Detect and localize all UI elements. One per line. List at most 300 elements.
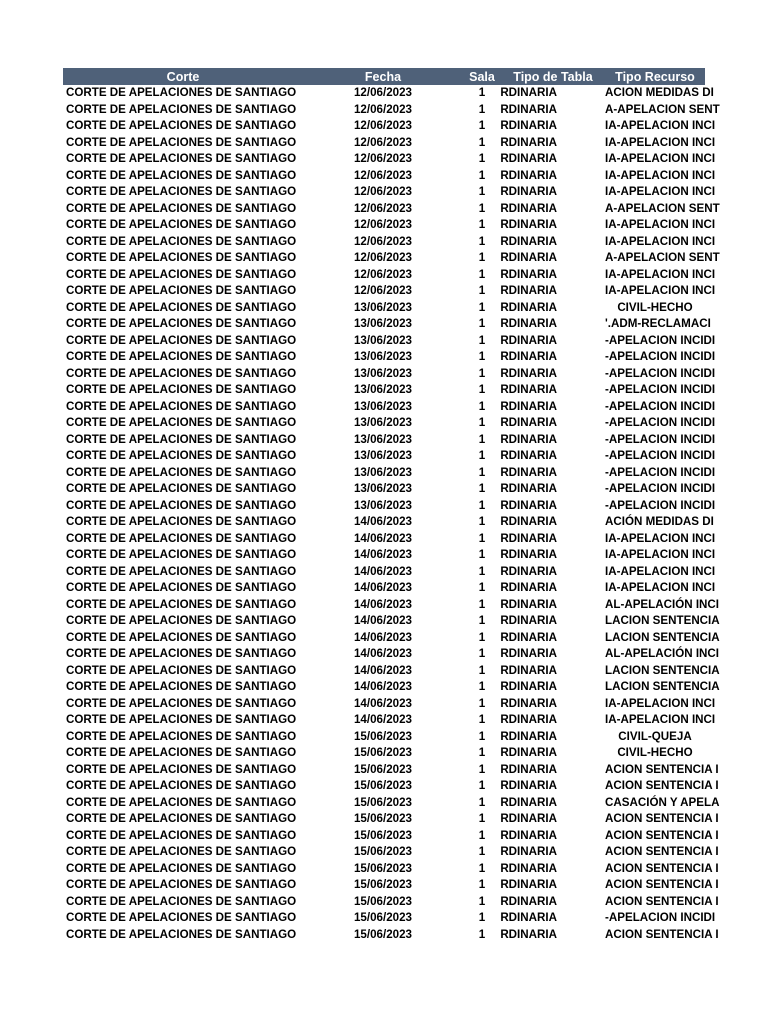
cell-tipo-recurso[interactable] [605, 927, 719, 944]
cell-tipo-recurso[interactable] [605, 135, 716, 152]
cell-tipo-recurso[interactable] [605, 877, 719, 894]
cell-corte[interactable]: CORTE DE APELACIONES DE SANTIAGO [66, 597, 297, 611]
cell-fecha[interactable]: 13/06/2023 [353, 317, 413, 330]
cell-corte[interactable]: CORTE DE APELACIONES DE SANTIAGO [66, 515, 297, 528]
cell-fecha[interactable]: 14/06/2023 [353, 597, 413, 611]
cell-tipo-tabla[interactable] [501, 861, 605, 878]
cell-tipo-tabla[interactable] [501, 531, 605, 548]
cell-fecha[interactable]: 15/06/2023 [353, 729, 413, 743]
cell-corte[interactable]: CORTE DE APELACIONES DE SANTIAGO [66, 168, 297, 182]
cell-tipo-tabla[interactable] [501, 432, 605, 449]
cell-sala[interactable]: 1 [478, 152, 486, 165]
cell-sala[interactable]: 1 [478, 300, 486, 314]
cell-tipo-recurso[interactable] [605, 382, 716, 399]
cell-sala[interactable]: 1 [478, 614, 486, 627]
cell-tipo-recurso[interactable] [605, 102, 720, 119]
table-row[interactable] [63, 267, 705, 284]
cell-tipo-tabla[interactable] [501, 283, 605, 300]
cell-sala[interactable]: 1 [478, 333, 486, 347]
cell-corte[interactable]: CORTE DE APELACIONES DE SANTIAGO [66, 713, 297, 726]
cell-tipo-recurso[interactable] [605, 547, 716, 564]
cell-tipo-tabla[interactable] [501, 102, 605, 119]
cell-fecha[interactable]: 14/06/2023 [353, 680, 413, 693]
cell-fecha[interactable]: 12/06/2023 [353, 284, 413, 297]
cell-tipo-recurso[interactable] [605, 448, 716, 465]
table-row[interactable] [63, 300, 705, 317]
cell-sala[interactable]: 1 [478, 845, 486, 858]
table-row[interactable] [63, 729, 705, 746]
cell-sala[interactable]: 1 [478, 696, 486, 710]
table-row[interactable] [63, 597, 705, 614]
cell-tipo-recurso[interactable] [605, 333, 716, 350]
cell-tipo-tabla[interactable] [501, 415, 605, 432]
cell-tipo-tabla[interactable] [501, 762, 605, 779]
cell-tipo-recurso[interactable] [605, 729, 705, 746]
cell-sala[interactable]: 1 [478, 168, 486, 182]
cell-tipo-tabla[interactable] [501, 366, 605, 383]
table-row[interactable] [63, 118, 705, 135]
cell-sala[interactable]: 1 [478, 350, 486, 363]
cell-sala[interactable]: 1 [478, 812, 486, 825]
table-row[interactable] [63, 696, 705, 713]
cell-sala[interactable]: 1 [478, 663, 486, 677]
table-row[interactable] [63, 877, 705, 894]
table-row[interactable] [63, 465, 705, 482]
cell-corte[interactable]: CORTE DE APELACIONES DE SANTIAGO [66, 119, 297, 132]
cell-corte[interactable]: CORTE DE APELACIONES DE SANTIAGO [66, 432, 297, 446]
cell-corte[interactable]: CORTE DE APELACIONES DE SANTIAGO [66, 218, 297, 231]
cell-corte[interactable]: CORTE DE APELACIONES DE SANTIAGO [66, 548, 297, 561]
cell-tipo-recurso[interactable] [605, 300, 705, 317]
header-tipo-tabla[interactable]: Tipo de Tabla [501, 68, 605, 85]
cell-corte[interactable]: CORTE DE APELACIONES DE SANTIAGO [66, 911, 297, 924]
cell-tipo-tabla[interactable] [501, 151, 605, 168]
cell-tipo-recurso[interactable] [605, 399, 716, 416]
cell-sala[interactable]: 1 [478, 498, 486, 512]
cell-corte[interactable]: CORTE DE APELACIONES DE SANTIAGO [66, 746, 297, 759]
cell-tipo-tabla[interactable] [501, 250, 605, 267]
cell-tipo-tabla[interactable] [501, 300, 605, 317]
cell-fecha[interactable]: 13/06/2023 [353, 383, 413, 396]
cell-corte[interactable]: CORTE DE APELACIONES DE SANTIAGO [66, 894, 297, 908]
cell-fecha[interactable]: 12/06/2023 [353, 218, 413, 231]
cell-fecha[interactable]: 15/06/2023 [353, 911, 413, 924]
cell-fecha[interactable]: 14/06/2023 [353, 696, 413, 710]
cell-tipo-tabla[interactable] [501, 399, 605, 416]
cell-tipo-tabla[interactable] [501, 679, 605, 696]
cell-fecha[interactable]: 13/06/2023 [353, 399, 413, 413]
header-sala[interactable]: Sala [463, 68, 501, 85]
table-row[interactable] [63, 910, 705, 927]
cell-tipo-tabla[interactable] [501, 811, 605, 828]
cell-corte[interactable]: CORTE DE APELACIONES DE SANTIAGO [66, 581, 297, 594]
cell-sala[interactable]: 1 [478, 383, 486, 396]
table-row[interactable] [63, 498, 705, 515]
cell-tipo-tabla[interactable] [501, 547, 605, 564]
table-row[interactable] [63, 85, 705, 102]
cell-fecha[interactable]: 14/06/2023 [353, 663, 413, 677]
cell-tipo-tabla[interactable] [501, 498, 605, 515]
table-row[interactable] [63, 745, 705, 762]
cell-tipo-recurso[interactable] [605, 828, 719, 845]
cell-tipo-recurso[interactable] [605, 415, 716, 432]
cell-sala[interactable]: 1 [478, 86, 486, 99]
cell-sala[interactable]: 1 [478, 317, 486, 330]
cell-fecha[interactable]: 13/06/2023 [353, 498, 413, 512]
cell-tipo-tabla[interactable] [501, 333, 605, 350]
table-row[interactable] [63, 366, 705, 383]
table-row[interactable] [63, 630, 705, 647]
cell-fecha[interactable]: 12/06/2023 [353, 267, 413, 281]
cell-fecha[interactable]: 15/06/2023 [353, 795, 413, 809]
cell-tipo-recurso[interactable] [605, 613, 720, 630]
cell-sala[interactable]: 1 [478, 713, 486, 726]
cell-corte[interactable]: CORTE DE APELACIONES DE SANTIAGO [66, 449, 297, 462]
cell-tipo-tabla[interactable] [501, 729, 605, 746]
cell-tipo-tabla[interactable] [501, 267, 605, 284]
cell-corte[interactable]: CORTE DE APELACIONES DE SANTIAGO [66, 564, 297, 578]
cell-fecha[interactable]: 12/06/2023 [353, 119, 413, 132]
cell-sala[interactable]: 1 [478, 927, 486, 941]
cell-fecha[interactable]: 14/06/2023 [353, 531, 413, 545]
cell-tipo-recurso[interactable] [605, 795, 720, 812]
cell-corte[interactable]: CORTE DE APELACIONES DE SANTIAGO [66, 383, 297, 396]
cell-tipo-tabla[interactable] [501, 217, 605, 234]
table-row[interactable] [63, 151, 705, 168]
cell-tipo-tabla[interactable] [501, 828, 605, 845]
cell-sala[interactable]: 1 [478, 366, 486, 380]
table-row[interactable] [63, 547, 705, 564]
table-row[interactable] [63, 580, 705, 597]
cell-tipo-recurso[interactable] [605, 844, 719, 861]
cell-sala[interactable]: 1 [478, 399, 486, 413]
cell-fecha[interactable]: 15/06/2023 [353, 746, 413, 759]
cell-sala[interactable]: 1 [478, 531, 486, 545]
cell-fecha[interactable]: 13/06/2023 [353, 366, 413, 380]
cell-fecha[interactable]: 13/06/2023 [353, 449, 413, 462]
cell-corte[interactable]: CORTE DE APELACIONES DE SANTIAGO [66, 927, 297, 941]
cell-corte[interactable]: CORTE DE APELACIONES DE SANTIAGO [66, 284, 297, 297]
cell-corte[interactable]: CORTE DE APELACIONES DE SANTIAGO [66, 696, 297, 710]
cell-fecha[interactable]: 12/06/2023 [353, 201, 413, 215]
cell-corte[interactable]: CORTE DE APELACIONES DE SANTIAGO [66, 482, 297, 495]
cell-fecha[interactable]: 15/06/2023 [353, 828, 413, 842]
cell-corte[interactable]: CORTE DE APELACIONES DE SANTIAGO [66, 102, 297, 116]
cell-fecha[interactable]: 12/06/2023 [353, 185, 413, 198]
table-row[interactable] [63, 795, 705, 812]
cell-tipo-tabla[interactable] [501, 118, 605, 135]
cell-sala[interactable]: 1 [478, 465, 486, 479]
cell-tipo-tabla[interactable] [501, 663, 605, 680]
cell-sala[interactable]: 1 [478, 861, 486, 875]
cell-fecha[interactable]: 15/06/2023 [353, 812, 413, 825]
cell-tipo-recurso[interactable] [605, 118, 716, 135]
cell-fecha[interactable]: 13/06/2023 [353, 432, 413, 446]
cell-corte[interactable]: CORTE DE APELACIONES DE SANTIAGO [66, 300, 297, 314]
cell-fecha[interactable]: 12/06/2023 [353, 102, 413, 116]
cell-sala[interactable]: 1 [478, 251, 486, 264]
cell-fecha[interactable]: 15/06/2023 [353, 861, 413, 875]
cell-fecha[interactable]: 12/06/2023 [353, 152, 413, 165]
cell-corte[interactable]: CORTE DE APELACIONES DE SANTIAGO [66, 333, 297, 347]
cell-sala[interactable]: 1 [478, 201, 486, 215]
cell-sala[interactable]: 1 [478, 630, 486, 644]
cell-tipo-tabla[interactable] [501, 877, 605, 894]
cell-tipo-tabla[interactable] [501, 795, 605, 812]
table-row[interactable] [63, 135, 705, 152]
table-row[interactable] [63, 415, 705, 432]
cell-sala[interactable]: 1 [478, 878, 486, 891]
header-fecha[interactable]: Fecha [303, 68, 463, 85]
cell-sala[interactable]: 1 [478, 548, 486, 561]
cell-sala[interactable]: 1 [478, 218, 486, 231]
table-row[interactable] [63, 514, 705, 531]
table-row[interactable] [63, 432, 705, 449]
cell-sala[interactable]: 1 [478, 729, 486, 743]
cell-corte[interactable]: CORTE DE APELACIONES DE SANTIAGO [66, 630, 297, 644]
cell-sala[interactable]: 1 [478, 680, 486, 693]
cell-tipo-tabla[interactable] [501, 465, 605, 482]
cell-sala[interactable]: 1 [478, 911, 486, 924]
table-row[interactable] [63, 679, 705, 696]
cell-sala[interactable]: 1 [478, 746, 486, 759]
table-row[interactable] [63, 481, 705, 498]
cell-tipo-tabla[interactable] [501, 135, 605, 152]
cell-fecha[interactable]: 14/06/2023 [353, 713, 413, 726]
table-row[interactable] [63, 448, 705, 465]
cell-corte[interactable]: CORTE DE APELACIONES DE SANTIAGO [66, 531, 297, 545]
cell-tipo-recurso[interactable] [605, 630, 720, 647]
header-corte[interactable]: Corte [63, 68, 303, 85]
cell-sala[interactable]: 1 [478, 119, 486, 132]
cell-corte[interactable]: CORTE DE APELACIONES DE SANTIAGO [66, 498, 297, 512]
cell-sala[interactable]: 1 [478, 779, 486, 792]
cell-corte[interactable]: CORTE DE APELACIONES DE SANTIAGO [66, 152, 297, 165]
cell-sala[interactable]: 1 [478, 482, 486, 495]
table-row[interactable] [63, 201, 705, 218]
cell-tipo-recurso[interactable] [605, 861, 719, 878]
cell-corte[interactable]: CORTE DE APELACIONES DE SANTIAGO [66, 762, 297, 776]
cell-tipo-tabla[interactable] [501, 712, 605, 729]
cell-tipo-tabla[interactable] [501, 201, 605, 218]
cell-tipo-recurso[interactable] [605, 465, 716, 482]
table-row[interactable] [63, 316, 705, 333]
cell-tipo-recurso[interactable] [605, 580, 716, 597]
cell-tipo-recurso[interactable] [605, 778, 719, 795]
table-row[interactable] [63, 102, 705, 119]
cell-tipo-tabla[interactable] [501, 613, 605, 630]
cell-tipo-recurso[interactable] [605, 168, 716, 185]
table-row[interactable] [63, 184, 705, 201]
cell-tipo-recurso[interactable] [605, 349, 716, 366]
cell-sala[interactable]: 1 [478, 102, 486, 116]
cell-corte[interactable]: CORTE DE APELACIONES DE SANTIAGO [66, 416, 297, 429]
cell-tipo-tabla[interactable] [501, 696, 605, 713]
cell-sala[interactable]: 1 [478, 647, 486, 660]
cell-fecha[interactable]: 14/06/2023 [353, 515, 413, 528]
cell-tipo-tabla[interactable] [501, 910, 605, 927]
cell-tipo-recurso[interactable] [605, 283, 716, 300]
cell-fecha[interactable]: 12/06/2023 [353, 251, 413, 264]
cell-tipo-tabla[interactable] [501, 745, 605, 762]
cell-tipo-recurso[interactable] [605, 366, 716, 383]
cell-sala[interactable]: 1 [478, 515, 486, 528]
cell-tipo-tabla[interactable] [501, 481, 605, 498]
cell-tipo-recurso[interactable] [605, 531, 716, 548]
cell-sala[interactable]: 1 [478, 234, 486, 248]
cell-corte[interactable]: CORTE DE APELACIONES DE SANTIAGO [66, 779, 297, 792]
cell-corte[interactable]: CORTE DE APELACIONES DE SANTIAGO [66, 861, 297, 875]
cell-tipo-recurso[interactable] [605, 894, 719, 911]
cell-corte[interactable]: CORTE DE APELACIONES DE SANTIAGO [66, 812, 297, 825]
cell-tipo-tabla[interactable] [501, 184, 605, 201]
table-row[interactable] [63, 663, 705, 680]
cell-tipo-tabla[interactable] [501, 234, 605, 251]
cell-fecha[interactable]: 15/06/2023 [353, 845, 413, 858]
cell-tipo-recurso[interactable] [605, 151, 716, 168]
table-row[interactable] [63, 168, 705, 185]
table-row[interactable] [63, 844, 705, 861]
cell-sala[interactable]: 1 [478, 581, 486, 594]
cell-corte[interactable]: CORTE DE APELACIONES DE SANTIAGO [66, 614, 297, 627]
cell-tipo-recurso[interactable] [605, 201, 720, 218]
cell-corte[interactable]: CORTE DE APELACIONES DE SANTIAGO [66, 185, 297, 198]
cell-fecha[interactable]: 13/06/2023 [353, 482, 413, 495]
cell-sala[interactable]: 1 [478, 597, 486, 611]
table-row[interactable] [63, 927, 705, 944]
cell-tipo-recurso[interactable] [605, 745, 705, 762]
cell-corte[interactable]: CORTE DE APELACIONES DE SANTIAGO [66, 317, 297, 330]
cell-tipo-recurso[interactable] [605, 481, 716, 498]
cell-corte[interactable]: CORTE DE APELACIONES DE SANTIAGO [66, 828, 297, 842]
table-row[interactable] [63, 613, 705, 630]
cell-sala[interactable]: 1 [478, 894, 486, 908]
cell-sala[interactable]: 1 [478, 267, 486, 281]
cell-tipo-tabla[interactable] [501, 894, 605, 911]
cell-sala[interactable]: 1 [478, 432, 486, 446]
cell-tipo-recurso[interactable] [605, 597, 720, 614]
cell-tipo-recurso[interactable] [605, 663, 720, 680]
cell-fecha[interactable]: 14/06/2023 [353, 581, 413, 594]
cell-tipo-recurso[interactable] [605, 696, 716, 713]
cell-fecha[interactable]: 12/06/2023 [353, 86, 413, 99]
table-row[interactable] [63, 894, 705, 911]
cell-tipo-tabla[interactable] [501, 597, 605, 614]
cell-fecha[interactable]: 14/06/2023 [353, 564, 413, 578]
cell-corte[interactable]: CORTE DE APELACIONES DE SANTIAGO [66, 845, 297, 858]
cell-tipo-recurso[interactable] [605, 85, 714, 102]
cell-corte[interactable]: CORTE DE APELACIONES DE SANTIAGO [66, 267, 297, 281]
cell-fecha[interactable]: 13/06/2023 [353, 416, 413, 429]
table-row[interactable] [63, 250, 705, 267]
cell-corte[interactable]: CORTE DE APELACIONES DE SANTIAGO [66, 795, 297, 809]
cell-corte[interactable]: CORTE DE APELACIONES DE SANTIAGO [66, 680, 297, 693]
cell-tipo-recurso[interactable] [605, 811, 719, 828]
cell-fecha[interactable]: 15/06/2023 [353, 762, 413, 776]
table-row[interactable] [63, 646, 705, 663]
cell-tipo-tabla[interactable] [501, 844, 605, 861]
cell-sala[interactable]: 1 [478, 762, 486, 776]
table-row[interactable] [63, 712, 705, 729]
cell-tipo-tabla[interactable] [501, 168, 605, 185]
table-row[interactable] [63, 778, 705, 795]
cell-fecha[interactable]: 12/06/2023 [353, 168, 413, 182]
cell-tipo-tabla[interactable] [501, 580, 605, 597]
cell-tipo-recurso[interactable] [605, 514, 714, 531]
table-row[interactable] [63, 382, 705, 399]
cell-corte[interactable]: CORTE DE APELACIONES DE SANTIAGO [66, 86, 297, 99]
cell-corte[interactable]: CORTE DE APELACIONES DE SANTIAGO [66, 350, 297, 363]
cell-tipo-tabla[interactable] [501, 778, 605, 795]
table-row[interactable] [63, 762, 705, 779]
cell-corte[interactable]: CORTE DE APELACIONES DE SANTIAGO [66, 366, 297, 380]
cell-tipo-tabla[interactable] [501, 514, 605, 531]
cell-fecha[interactable]: 15/06/2023 [353, 927, 413, 941]
cell-sala[interactable]: 1 [478, 828, 486, 842]
cell-tipo-recurso[interactable] [605, 712, 716, 729]
cell-fecha[interactable]: 13/06/2023 [353, 300, 413, 314]
cell-tipo-recurso[interactable] [605, 762, 719, 779]
table-row[interactable] [63, 283, 705, 300]
cell-sala[interactable]: 1 [478, 416, 486, 429]
cell-fecha[interactable]: 13/06/2023 [353, 465, 413, 479]
cell-fecha[interactable]: 12/06/2023 [353, 135, 413, 149]
table-row[interactable] [63, 349, 705, 366]
cell-fecha[interactable]: 14/06/2023 [353, 548, 413, 561]
cell-tipo-tabla[interactable] [501, 448, 605, 465]
cell-tipo-tabla[interactable] [501, 630, 605, 647]
cell-tipo-tabla[interactable] [501, 316, 605, 333]
table-row[interactable] [63, 828, 705, 845]
cell-corte[interactable]: CORTE DE APELACIONES DE SANTIAGO [66, 647, 297, 660]
cell-tipo-recurso[interactable] [605, 564, 716, 581]
cell-corte[interactable]: CORTE DE APELACIONES DE SANTIAGO [66, 663, 297, 677]
cell-corte[interactable]: CORTE DE APELACIONES DE SANTIAGO [66, 729, 297, 743]
cell-corte[interactable]: CORTE DE APELACIONES DE SANTIAGO [66, 399, 297, 413]
cell-tipo-recurso[interactable] [605, 679, 720, 696]
table-row[interactable] [63, 861, 705, 878]
table-row[interactable] [63, 234, 705, 251]
cell-fecha[interactable]: 14/06/2023 [353, 630, 413, 644]
cell-tipo-tabla[interactable] [501, 85, 605, 102]
cell-fecha[interactable]: 15/06/2023 [353, 779, 413, 792]
cell-sala[interactable]: 1 [478, 135, 486, 149]
cell-tipo-tabla[interactable] [501, 927, 605, 944]
cell-fecha[interactable]: 14/06/2023 [353, 614, 413, 627]
cell-sala[interactable]: 1 [478, 564, 486, 578]
cell-fecha[interactable]: 15/06/2023 [353, 894, 413, 908]
table-row[interactable] [63, 564, 705, 581]
table-row[interactable] [63, 333, 705, 350]
table-row[interactable] [63, 811, 705, 828]
cell-fecha[interactable]: 15/06/2023 [353, 878, 413, 891]
cell-tipo-recurso[interactable] [605, 910, 716, 927]
cell-corte[interactable]: CORTE DE APELACIONES DE SANTIAGO [66, 201, 297, 215]
cell-tipo-tabla[interactable] [501, 564, 605, 581]
cell-fecha[interactable]: 13/06/2023 [353, 333, 413, 347]
cell-sala[interactable]: 1 [478, 284, 486, 297]
cell-corte[interactable]: CORTE DE APELACIONES DE SANTIAGO [66, 251, 297, 264]
cell-tipo-recurso[interactable] [605, 316, 711, 333]
cell-tipo-tabla[interactable] [501, 382, 605, 399]
cell-tipo-recurso[interactable] [605, 646, 720, 663]
cell-tipo-tabla[interactable] [501, 646, 605, 663]
cell-tipo-recurso[interactable] [605, 250, 720, 267]
cell-corte[interactable]: CORTE DE APELACIONES DE SANTIAGO [66, 878, 297, 891]
cell-sala[interactable]: 1 [478, 449, 486, 462]
cell-corte[interactable]: CORTE DE APELACIONES DE SANTIAGO [66, 234, 297, 248]
cell-corte[interactable]: CORTE DE APELACIONES DE SANTIAGO [66, 135, 297, 149]
